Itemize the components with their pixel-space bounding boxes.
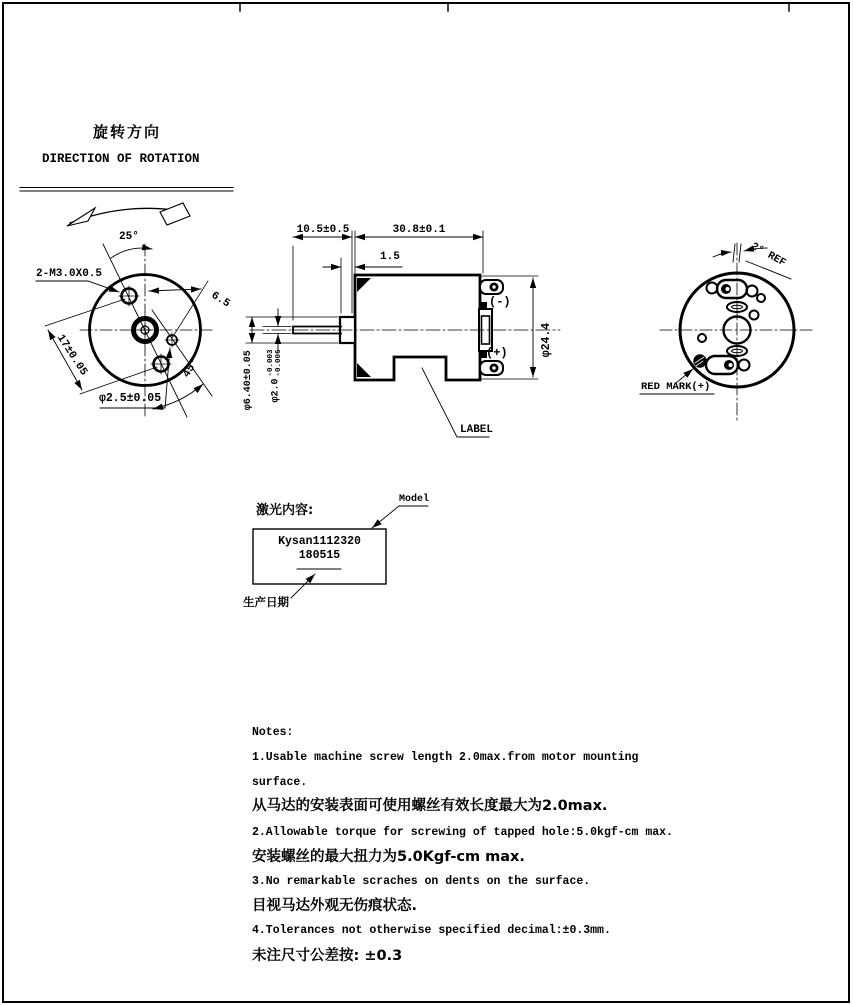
note-line: 从马达的安装表面可使用螺丝有效长度最大为2.0max. — [252, 798, 608, 814]
dim-angle-45: 45° — [180, 356, 202, 380]
thread-callout: 2-M3.0X0.5 — [36, 268, 103, 280]
dim-shaft-dia — [267, 345, 283, 407]
shaft-dia-tolerances — [267, 349, 283, 376]
notes-heading: Notes: — [252, 726, 294, 739]
dim-body-length: 30.8±0.1 — [392, 224, 446, 236]
dim-boss-dia: φ6.40±0.05 — [242, 350, 254, 411]
terminal-negative-label: (-) — [489, 295, 511, 309]
terminal-positive-label: (+) — [486, 346, 508, 360]
side-view-drawing — [242, 231, 560, 437]
label-callout: LABEL — [460, 424, 494, 436]
laser-date-text: 180515 — [298, 549, 341, 562]
shaft-tol-upper: -0.003 — [267, 349, 275, 377]
dim-angle-ref: 2° REF — [748, 240, 788, 270]
dim-offset-6-5: 6.5 — [208, 289, 232, 311]
dim-body-dia: φ24.4 — [539, 322, 553, 358]
laser-model-text: Kysan1112320 — [278, 535, 361, 548]
note-line: 1.Usable machine screw length 2.0max.from motor mounting — [252, 751, 639, 764]
note-line: 2.Allowable torque for screwing of tapped hole:5.0kgf-cm max. — [252, 826, 673, 839]
dim-angle-25: 25° — [119, 231, 139, 243]
note-line: 未注尺寸公差按: ±0.3 — [252, 948, 403, 964]
model-callout: Model — [399, 494, 430, 505]
dim-hole-pitch: 17±0.05 — [54, 332, 90, 379]
note-line: 4.Tolerances not otherwise specified decimal:±0.3mm. — [252, 924, 611, 937]
shaft-dia-base: φ2.0 — [270, 378, 282, 403]
dim-hole-dia: φ2.5±0.05 — [99, 392, 162, 405]
page-title-cn: 旋转方向 — [93, 123, 162, 141]
dim-shaft-length: 10.5±0.5 — [296, 224, 350, 236]
dim-boss-offset: 1.5 — [380, 251, 400, 263]
shaft-tol-lower: -0.006 — [275, 349, 283, 377]
date-callout: 生产日期 — [243, 595, 289, 609]
red-mark-callout: RED MARK(+) — [641, 381, 711, 393]
laser-marking-heading: 激光内容: — [256, 503, 314, 518]
rotation-arrow — [20, 188, 233, 227]
page-title-en: DIRECTION OF ROTATION — [42, 152, 200, 166]
note-line: surface. — [252, 776, 308, 789]
note-line: 安装螺丝的最大扭力为5.0Kgf-cm max. — [252, 849, 525, 865]
rear-view-drawing — [640, 243, 814, 420]
note-line: 目视马达外观无伤痕状态. — [252, 898, 418, 914]
note-line: 3.No remarkable scraches on dents on the surface. — [252, 875, 591, 888]
